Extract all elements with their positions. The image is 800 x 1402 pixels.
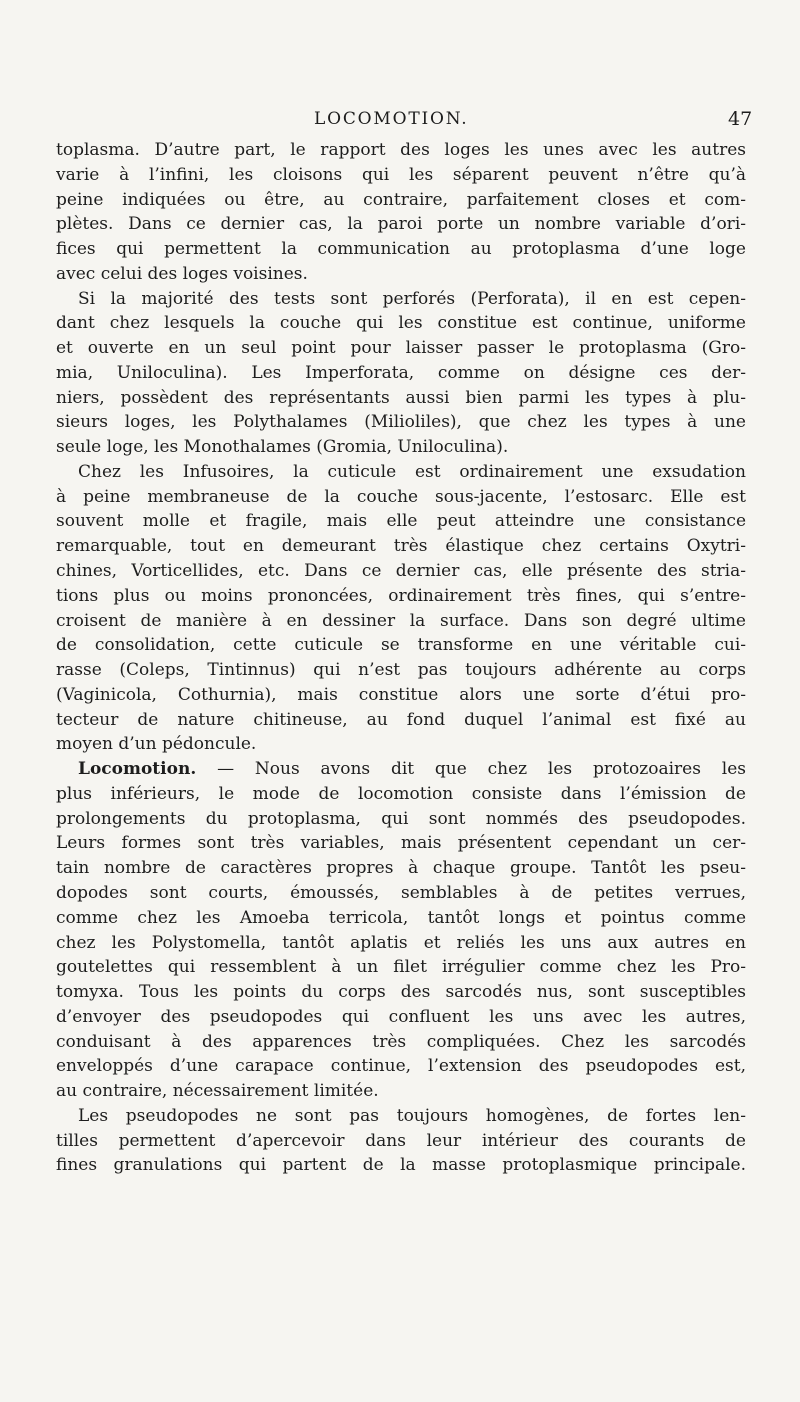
text-line: de consolidation, cette cuticule se transforme en une véritable cui- bbox=[56, 635, 746, 656]
text-line: croisent de manière à en dessiner la surface. Dans son degré ultime bbox=[56, 610, 746, 631]
text-line: Leurs formes sont très variables, mais présentent cependant un cer- bbox=[56, 833, 746, 854]
body-text bbox=[56, 138, 746, 1178]
section-heading: Locomotion. bbox=[78, 759, 197, 780]
text-line: plètes. Dans ce dernier cas, la paroi porte un nombre variable d’ori- bbox=[56, 214, 746, 235]
text-line: tain nombre de caractères propres à chaque groupe. Tantôt les pseu- bbox=[56, 858, 746, 879]
text-line: d’envoyer des pseudopodes qui confluent les uns avec les autres, bbox=[56, 1006, 746, 1027]
running-head bbox=[0, 104, 800, 134]
section-heading-line bbox=[56, 757, 746, 782]
text-line: Chez les Infusoires, la cuticule est ordinairement une exsudation bbox=[78, 461, 746, 482]
text-line: fines granulations qui partent de la masse protoplasmique principale. bbox=[56, 1155, 746, 1176]
text-line: Si la majorité des tests sont perforés (Perforata), il en est cepen- bbox=[78, 288, 746, 309]
text-line: au contraire, nécessairement limitée. bbox=[56, 1081, 379, 1102]
text-line: mia, Uniloculina). Les Imperforata, comme on désigne ces der- bbox=[56, 362, 746, 383]
text-line: conduisant à des apparences très compliquées. Chez les sarcodés bbox=[56, 1031, 746, 1052]
text-line: rasse (Coleps, Tintinnus) qui n’est pas toujours adhérente au corps bbox=[56, 660, 746, 681]
section-heading-text: — Nous avons dit que chez les protozoaires les bbox=[196, 759, 746, 780]
text-line: chez les Polystomella, tantôt aplatis et reliés les uns aux autres en bbox=[56, 932, 746, 953]
text-line: goutelettes qui ressemblent à un filet irrégulier comme chez les Pro- bbox=[56, 957, 746, 978]
text-line: comme chez les Amoeba terricola, tantôt longs et pointus comme bbox=[56, 907, 746, 928]
text-line: souvent molle et fragile, mais elle peut atteindre une consistance bbox=[56, 511, 746, 532]
text-line: chines, Vorticellides, etc. Dans ce dernier cas, elle présente des stria- bbox=[56, 561, 746, 582]
text-line: et ouverte en un seul point pour laisser passer le protoplasma (Gro- bbox=[56, 338, 746, 359]
text-line: seule loge, les Monothalames (Gromia, Uniloculina). bbox=[56, 437, 509, 458]
text-line: dopodes sont courts, émoussés, semblables à de petites verrues, bbox=[56, 882, 746, 903]
text-line: tilles permettent d’apercevoir dans leur intérieur des courants de bbox=[56, 1130, 746, 1151]
text-line: tecteur de nature chitineuse, au fond duquel l’animal est fixé au bbox=[56, 709, 746, 730]
text-line: tomyxa. Tous les points du corps des sarcodés nus, sont susceptibles bbox=[56, 982, 746, 1003]
text-line: avec celui des loges voisines. bbox=[56, 263, 308, 284]
text-line: prolongements du protoplasma, qui sont nommés des pseudopodes. bbox=[56, 808, 746, 829]
page-number: 47 bbox=[728, 108, 753, 130]
text-line: Les pseudopodes ne sont pas toujours homogènes, de fortes len- bbox=[78, 1105, 746, 1126]
text-line: dant chez lesquels la couche qui les constitue est continue, uniforme bbox=[56, 313, 746, 334]
text-line: sieurs loges, les Polythalames (Milioliles), que chez les types à une bbox=[56, 412, 746, 433]
text-line: enveloppés d’une carapace continue, l’extension des pseudopodes est, bbox=[56, 1056, 746, 1077]
text-line: moyen d’un pédoncule. bbox=[56, 734, 257, 755]
text-line: varie à l’infini, les cloisons qui les séparent peuvent n’être qu’à bbox=[56, 164, 746, 185]
text-line: à peine membraneuse de la couche sous-jacente, l’estosarc. Elle est bbox=[56, 486, 746, 507]
text-line: peine indiquées ou être, au contraire, parfaitement closes et com- bbox=[56, 189, 746, 210]
text-line: remarquable, tout en demeurant très élastique chez certains Oxytri- bbox=[56, 536, 746, 557]
text-line: niers, possèdent des représentants aussi bien parmi les types à plu- bbox=[56, 387, 746, 408]
chapter-title: LOCOMOTION. bbox=[314, 109, 469, 129]
text-line: tions plus ou moins prononcées, ordinairement très fines, qui s’entre- bbox=[56, 585, 746, 606]
text-line: plus inférieurs, le mode de locomotion consiste dans l’émission de bbox=[56, 783, 746, 804]
text-line: (Vaginicola, Cothurnia), mais constitue alors une sorte d’étui pro- bbox=[56, 684, 746, 705]
text-line: fices qui permettent la communication au protoplasma d’une loge bbox=[56, 239, 746, 260]
text-line: toplasma. D’autre part, le rapport des loges les unes avec les autres bbox=[56, 140, 746, 160]
